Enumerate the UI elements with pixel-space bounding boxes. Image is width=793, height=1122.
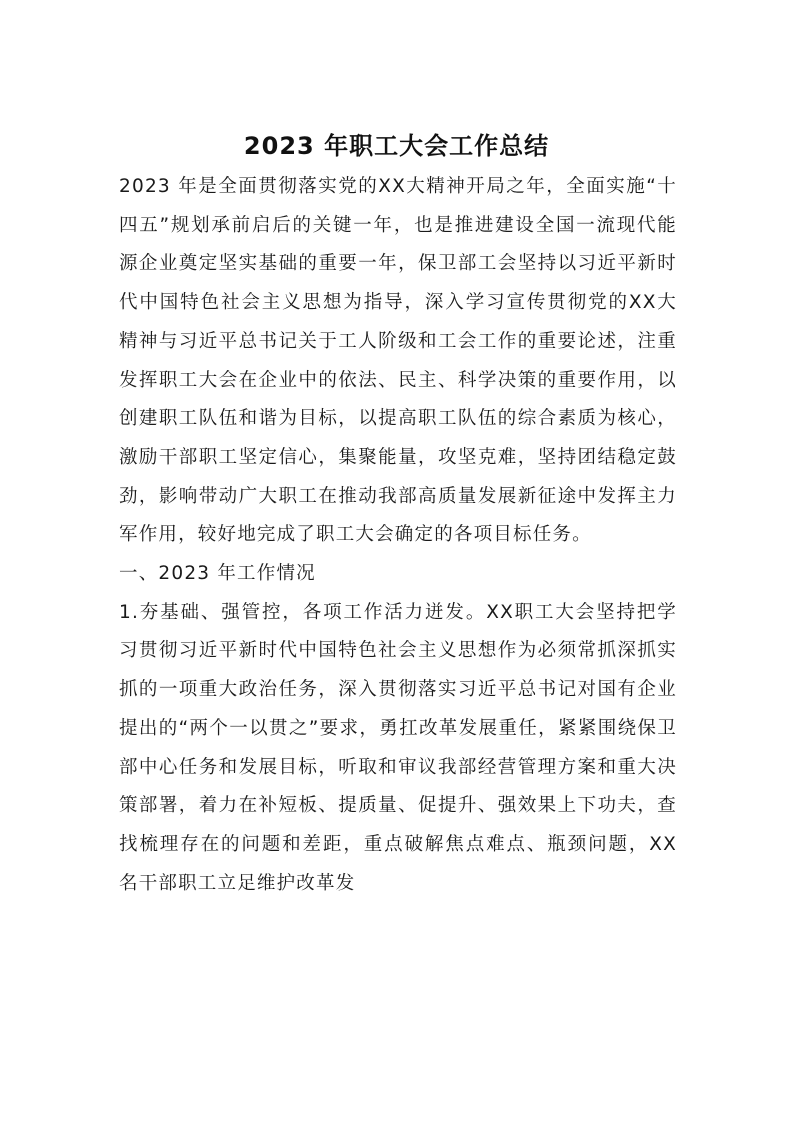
section-heading: 一、2023 年工作情况 [119,563,316,585]
document-title: 2023 年职工大会工作总结 [243,132,550,160]
section-paragraph: 1.夯基础、强管控，各项工作活力迸发。XX职工大会坚持把学习贯彻习近平新时代中国特色社会主义思想作为必须常抓深抓实抓的一项重大政治任务，深入贯彻落实习近平总书记对国有企业提出的“两个一以贯之”要求，勇扛改革发展重任，紧紧围绕保卫部中心任务和发展目标，听取和审议我部经营管理方案和重大决策部署，着力在补短板、提质量、促提升、强效果上下功夫，查找梳理存在的问题和差距，重点破解焦点难点、瓶颈问题，XX名干部职工立足维护改革发 [119,601,677,894]
document-body [119,168,677,903]
intro-paragraph: 2023 年是全面贯彻落实党的XX大精神开局之年，全面实施“十四五”规划承前启后的关键一年，也是推进建设全国一流现代能源企业奠定坚实基础的重要一年，保卫部工会坚持以习近平新时代中国特色社会主义思想为指导，深入学习宣传贯彻党的XX大精神与习近平总书记关于工人阶级和工会工作的重要论述，注重发挥职工大会在企业中的依法、民主、科学决策的重要作用，以创建职工队伍和谐为目标，以提高职工队伍的综合素质为核心，激励干部职工坚定信心，集聚能量，攻坚克难，坚持团结稳定鼓劲，影响带动广大职工在推动我部高质量发展新征途中发挥主力军作用，较好地完成了职工大会确定的各项目标任务。 [119,176,677,546]
